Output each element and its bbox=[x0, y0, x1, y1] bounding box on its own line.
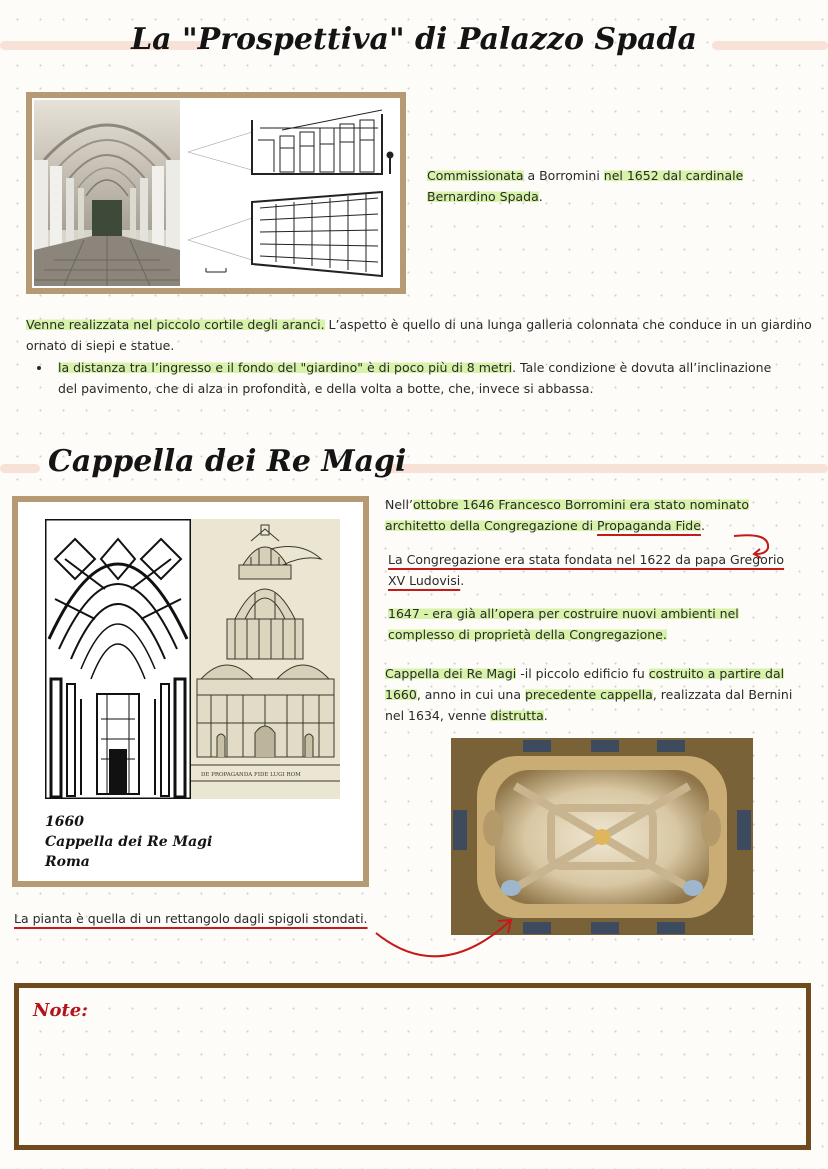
cappella-construction-text: Cappella dei Re Magi -il piccolo edificio fu costruito a partire dal 1660, anno in cui una precedente cappella, realizzata dal Bernini nel 1634, venne distrutta. bbox=[385, 666, 793, 723]
cappella-interior-engraving bbox=[45, 519, 191, 799]
bullet-list bbox=[26, 357, 786, 399]
page-title-palazzo-spada: La "Prospettiva" di Palazzo Spada bbox=[131, 22, 697, 57]
palazzo-spada-gallery-photo bbox=[34, 100, 180, 286]
plan-note: La pianta è quella di un rettangolo dagli spigoli stondati. bbox=[14, 911, 368, 926]
title2-bar-left bbox=[0, 464, 40, 473]
congregazione-founding-text: La Congregazione era stata fondata nel 1622 da papa Gregorio XV Ludovisi. bbox=[388, 552, 785, 588]
caption-year: 1660 bbox=[45, 814, 84, 830]
year-1647-text: 1647 - era già all’opera per costruire nuovi ambienti nel complesso di proprietà della Congregazione. bbox=[388, 606, 739, 642]
cappella-image-frame bbox=[12, 496, 369, 887]
cappella-facade-engraving bbox=[191, 519, 340, 799]
section-title-cappella: Cappella dei Re Magi bbox=[48, 444, 407, 479]
engraving-inscription: DE PROPAGANDA FIDE LUGI ROM bbox=[201, 772, 301, 778]
title2-bar-right bbox=[385, 464, 828, 473]
notes-box bbox=[14, 983, 811, 1150]
palazzo-spada-image-frame bbox=[26, 92, 406, 294]
list-item: • la distanza tra l’ingresso e il fondo del "giardino" è di poco più di 8 metri. Tale condizione è dovuta all’inclinazione del pavimento, che di alza in profondità, e della volta a botte, che, invece si abbassa. bbox=[52, 357, 786, 399]
palazzo-spada-section-drawing bbox=[182, 100, 400, 286]
commission-text: Commissionata a Borromini nel 1652 dal cardinale Bernardino Spada. bbox=[427, 168, 744, 204]
cappella-caption bbox=[45, 812, 212, 872]
plan-arrow-icon bbox=[370, 905, 520, 965]
prospettiva-bullet bbox=[26, 357, 786, 399]
caption-name: Cappella dei Re Magi bbox=[45, 834, 213, 850]
caption-city: Roma bbox=[45, 854, 90, 870]
borromini-appointment-text: Nell’ottobre 1646 Francesco Borromini era stato nominato architetto della Congregazione di Propaganda Fide. bbox=[385, 497, 749, 533]
prospettiva-description: Venne realizzata nel piccolo cortile degli aranci. L’aspetto è quello di una lunga galleria colonnata che conduce in un giardino ornato di siepi e statue. bbox=[26, 317, 812, 353]
notes-label: Note: bbox=[33, 1000, 88, 1021]
